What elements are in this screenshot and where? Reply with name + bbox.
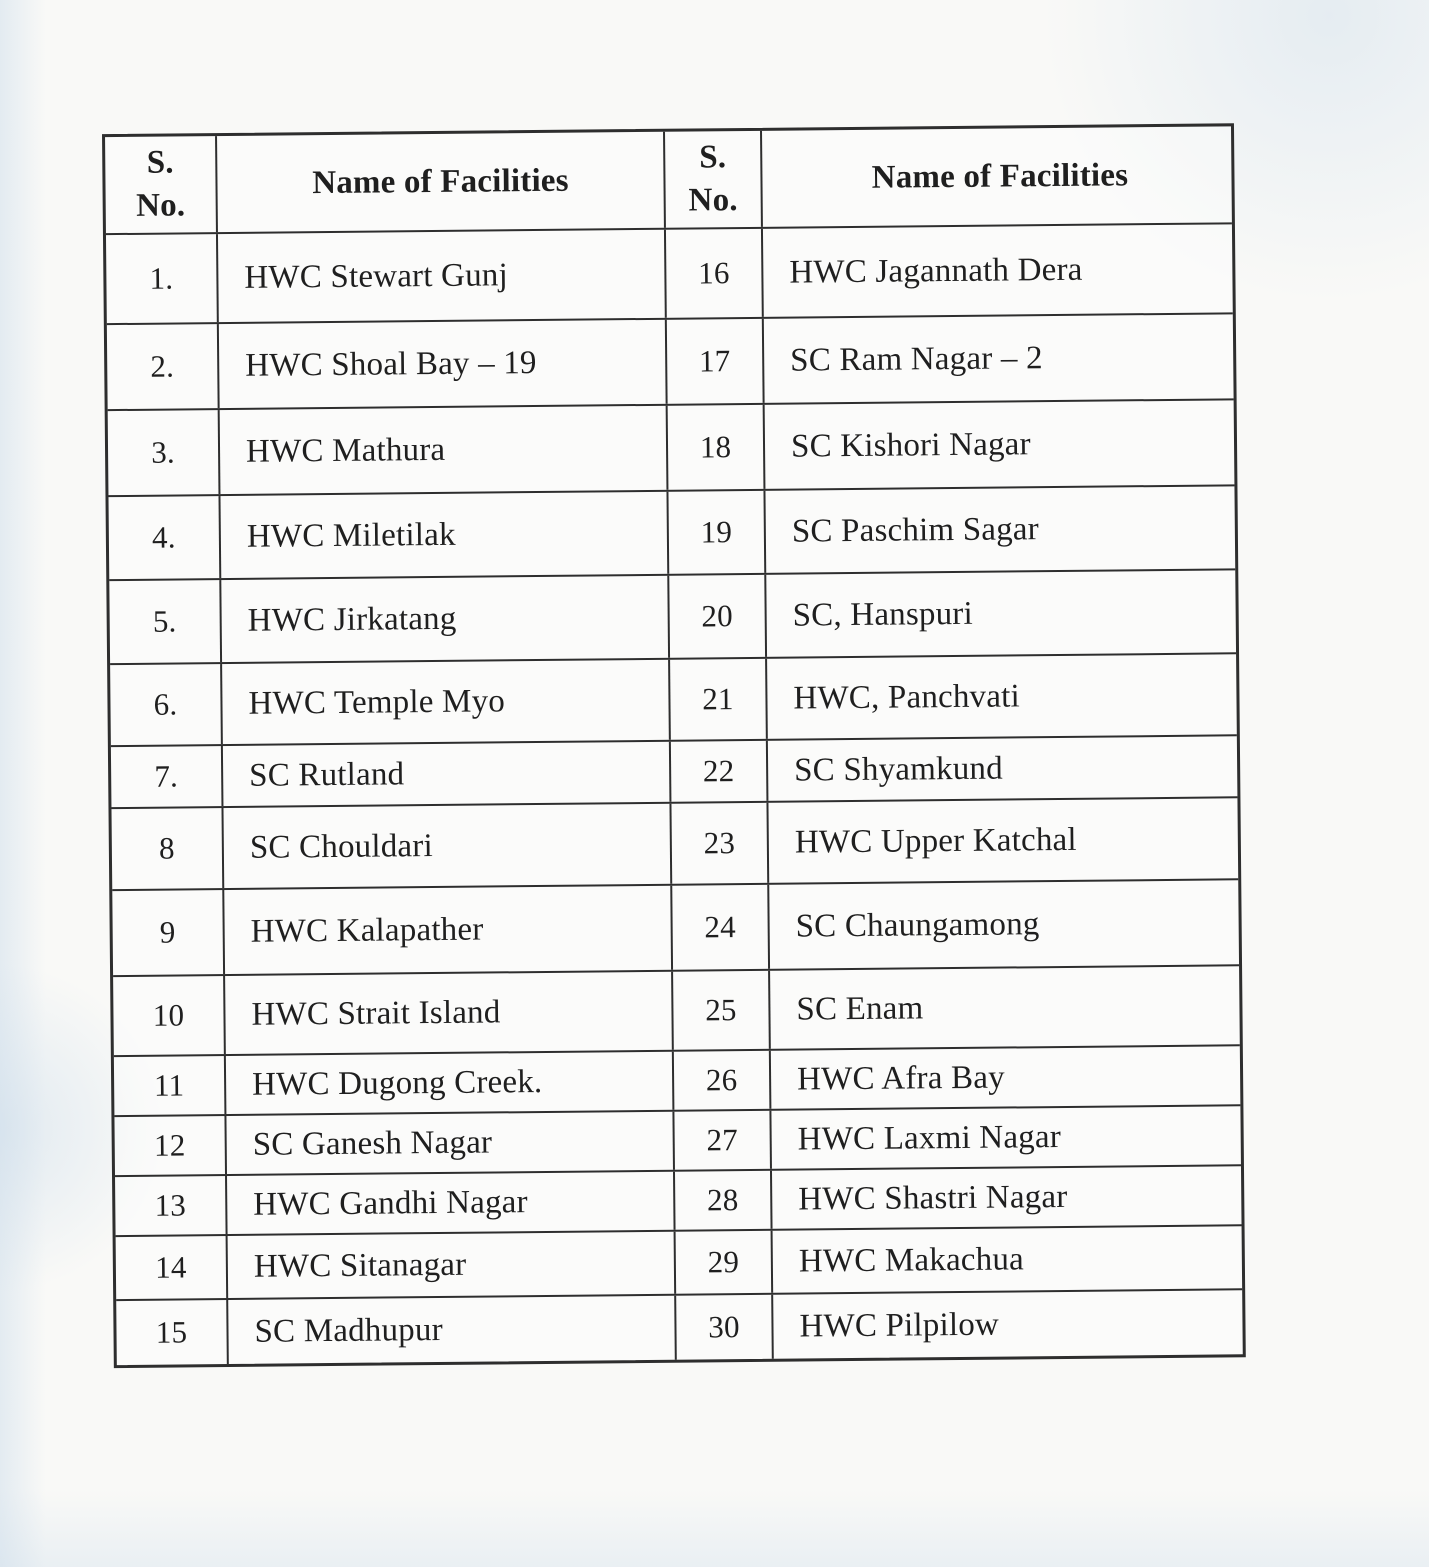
sno-cell: 6. bbox=[110, 664, 223, 745]
facility-cell: HWC, Panchvati bbox=[793, 677, 1021, 717]
table-row bbox=[110, 654, 1237, 747]
facilities-table bbox=[102, 123, 1246, 1368]
sno-cell: 21 bbox=[670, 659, 768, 740]
facility-cell: HWC Laxmi Nagar bbox=[797, 1118, 1062, 1158]
facility-cell: SC Madhupur bbox=[228, 1296, 677, 1364]
sno-cell: 30 bbox=[676, 1295, 774, 1360]
facility-cell: SC Enam bbox=[796, 989, 924, 1028]
facility-cell: SC Chaungamong bbox=[795, 905, 1040, 945]
sno-cell: 4. bbox=[108, 496, 221, 579]
sno-cell: 23 bbox=[671, 803, 769, 884]
sno-cell: 2. bbox=[107, 324, 220, 409]
facility-cell: SC Shyamkund bbox=[793, 750, 1003, 789]
facility-cell: HWC Sitanagar bbox=[228, 1232, 677, 1298]
sno-cell: 11 bbox=[114, 1056, 227, 1115]
facility-cell: HWC Temple Myo bbox=[222, 660, 671, 744]
table-row bbox=[111, 736, 1238, 809]
sno-cell: 10 bbox=[113, 976, 226, 1055]
table-row bbox=[106, 224, 1233, 325]
table-row bbox=[114, 1106, 1241, 1177]
facility-cell: HWC Pilpilow bbox=[799, 1306, 1000, 1345]
table-row bbox=[108, 486, 1235, 581]
facility-cell: HWC Jirkatang bbox=[221, 576, 670, 662]
facility-cell: HWC Makachua bbox=[798, 1240, 1025, 1280]
facility-cell: SC Paschim Sagar bbox=[791, 510, 1040, 550]
sno-cell: 25 bbox=[673, 971, 771, 1050]
facility-cell: SC Chouldari bbox=[223, 804, 672, 888]
facility-cell: HWC Upper Katchal bbox=[794, 821, 1077, 861]
sno-cell: 14 bbox=[116, 1236, 229, 1299]
sno-header-right: S. No. bbox=[665, 131, 763, 228]
table-row bbox=[109, 570, 1236, 665]
table-row bbox=[114, 1046, 1241, 1117]
table-row bbox=[111, 798, 1238, 891]
sno-header-left: S. No. bbox=[105, 136, 218, 233]
facility-cell: SC, Hanspuri bbox=[792, 595, 974, 634]
facility-cell: HWC Strait Island bbox=[225, 972, 674, 1054]
facility-cell: HWC Dugong Creek. bbox=[226, 1052, 675, 1114]
table-row bbox=[112, 880, 1239, 977]
facility-cell: HWC Shastri Nagar bbox=[798, 1178, 1068, 1218]
sno-cell: 7. bbox=[111, 746, 224, 807]
facility-cell: HWC Shoal Bay – 19 bbox=[219, 320, 668, 408]
sno-cell: 22 bbox=[671, 741, 769, 802]
sno-cell: 26 bbox=[674, 1051, 772, 1110]
facility-cell: HWC Afra Bay bbox=[796, 1059, 1005, 1098]
facility-cell: SC Ganesh Nagar bbox=[226, 1112, 675, 1174]
sno-cell: 19 bbox=[668, 491, 766, 574]
sno-cell: 13 bbox=[115, 1176, 228, 1235]
table-row bbox=[115, 1166, 1242, 1237]
facility-cell: SC Kishori Nagar bbox=[790, 425, 1031, 465]
sno-cell: 3. bbox=[108, 410, 221, 495]
sno-cell: 20 bbox=[669, 575, 767, 658]
facility-cell: HWC Mathura bbox=[220, 406, 669, 494]
facility-cell: HWC Kalapather bbox=[224, 886, 673, 974]
sno-cell: 1. bbox=[106, 234, 219, 323]
table-header-row bbox=[105, 126, 1232, 235]
facility-cell: HWC Gandhi Nagar bbox=[227, 1172, 676, 1234]
table-row bbox=[113, 966, 1240, 1057]
sno-cell: 15 bbox=[116, 1300, 229, 1365]
facilities-header-left: Name of Facilities bbox=[217, 132, 666, 232]
facility-cell: HWC Jagannath Dera bbox=[789, 251, 1083, 291]
sno-cell: 8 bbox=[111, 808, 224, 889]
table-row bbox=[116, 1290, 1243, 1365]
sno-cell: 9 bbox=[112, 890, 225, 975]
sno-cell: 17 bbox=[667, 319, 765, 404]
facility-cell: SC Rutland bbox=[223, 742, 672, 806]
sno-cell: 18 bbox=[668, 405, 766, 490]
sno-cell: 5. bbox=[109, 580, 222, 663]
facilities-header-right: Name of Facilities bbox=[871, 156, 1129, 196]
sno-cell: 24 bbox=[672, 885, 770, 970]
table-row bbox=[107, 314, 1234, 411]
sno-cell: 29 bbox=[676, 1231, 774, 1294]
facility-cell: SC Ram Nagar – 2 bbox=[790, 339, 1043, 379]
table-row bbox=[108, 400, 1235, 497]
facility-cell: HWC Miletilak bbox=[220, 492, 669, 578]
table-row bbox=[116, 1226, 1243, 1301]
sno-cell: 16 bbox=[666, 229, 764, 318]
sno-cell: 12 bbox=[114, 1116, 227, 1175]
sno-cell: 28 bbox=[675, 1171, 773, 1230]
facility-cell: HWC Stewart Gunj bbox=[218, 230, 667, 322]
sno-cell: 27 bbox=[674, 1111, 772, 1170]
